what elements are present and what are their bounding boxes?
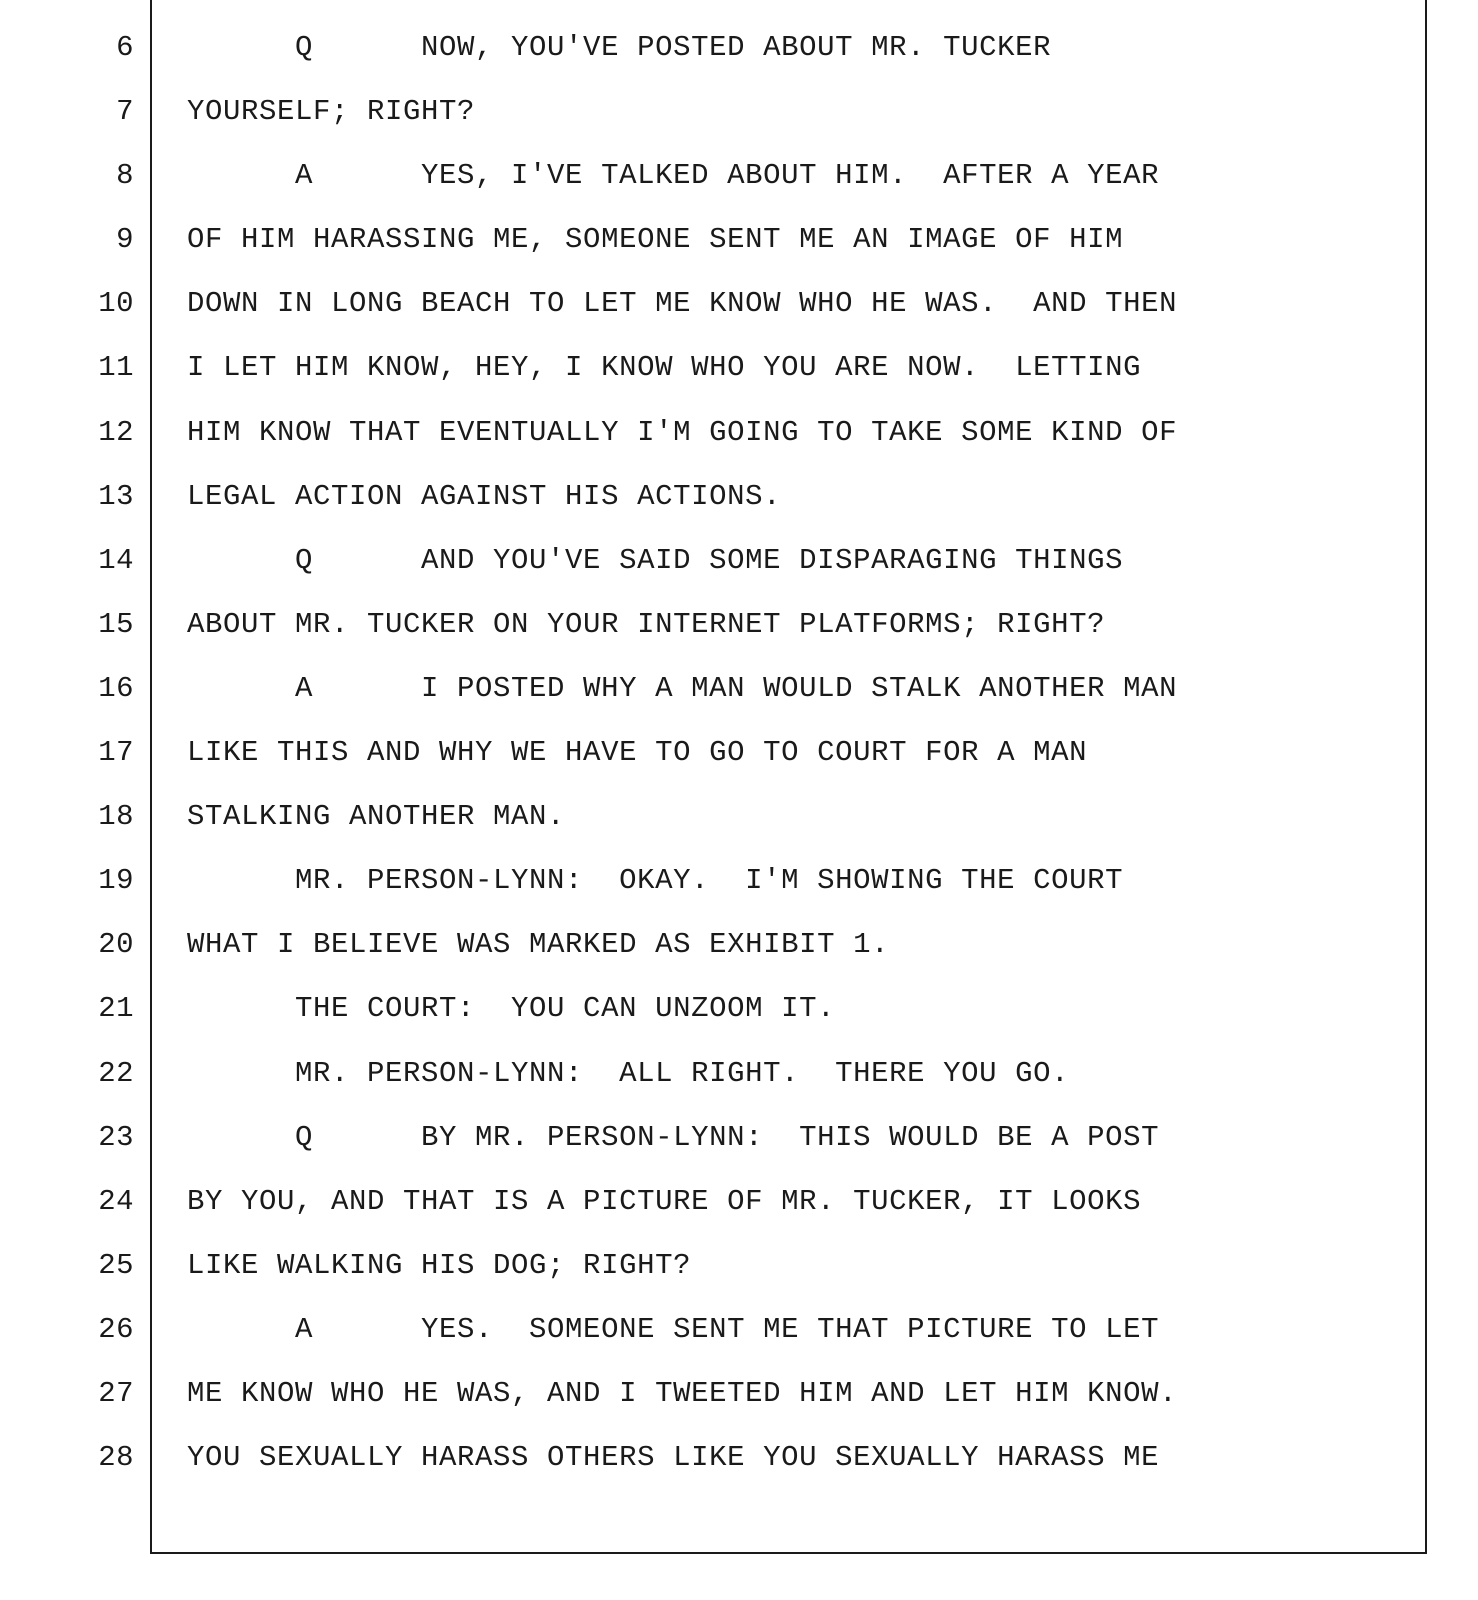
line-number: 14	[98, 543, 134, 577]
line-number: 7	[116, 95, 134, 129]
line-number: 21	[98, 992, 134, 1026]
line-number: 26	[98, 1312, 134, 1346]
transcript-line: YOURSELF; RIGHT?	[187, 95, 476, 129]
line-number-column	[60, 20, 134, 1494]
line-number: 13	[98, 479, 134, 513]
line-number: 28	[98, 1441, 134, 1475]
transcript-line: LIKE THIS AND WHY WE HAVE TO GO TO COURT FOR A MAN	[187, 736, 1088, 770]
transcript-line: A YES, I'VE TALKED ABOUT HIM. AFTER A YEAR	[187, 159, 1160, 193]
transcript-line: A I POSTED WHY A MAN WOULD STALK ANOTHER MAN	[187, 671, 1178, 705]
transcript-line: Q NOW, YOU'VE POSTED ABOUT MR. TUCKER	[187, 31, 1052, 64]
transcript-line: Q AND YOU'VE SAID SOME DISPARAGING THINGS	[187, 543, 1124, 577]
line-number: 19	[98, 864, 134, 898]
line-number: 11	[98, 351, 134, 385]
transcript-line: STALKING ANOTHER MAN.	[187, 800, 566, 834]
line-number: 18	[98, 800, 134, 834]
line-number: 8	[116, 159, 134, 193]
line-number: 6	[116, 31, 134, 64]
transcript-line: MR. PERSON-LYNN: ALL RIGHT. THERE YOU GO.	[187, 1056, 1070, 1090]
line-number: 23	[98, 1120, 134, 1154]
line-number: 17	[98, 736, 134, 770]
transcript-line: ME KNOW WHO HE WAS, AND I TWEETED HIM AND LET HIM KNOW.	[187, 1376, 1178, 1410]
transcript-line: BY YOU, AND THAT IS A PICTURE OF MR. TUCKER, IT LOOKS	[187, 1184, 1142, 1218]
transcript-line: I LET HIM KNOW, HEY, I KNOW WHO YOU ARE NOW. LETTING	[187, 351, 1142, 385]
transcript-line: YOU SEXUALLY HARASS OTHERS LIKE YOU SEXUALLY HARASS ME	[187, 1441, 1160, 1475]
transcript-line: MR. PERSON-LYNN: OKAY. I'M SHOWING THE COURT	[187, 864, 1124, 898]
line-number: 9	[116, 223, 134, 257]
line-number: 12	[98, 415, 134, 449]
line-number: 10	[98, 287, 134, 321]
transcript-line: ABOUT MR. TUCKER ON YOUR INTERNET PLATFORMS; RIGHT?	[187, 607, 1106, 641]
line-number: 25	[98, 1248, 134, 1282]
transcript-line: LEGAL ACTION AGAINST HIS ACTIONS.	[187, 479, 782, 513]
line-number: 27	[98, 1376, 134, 1410]
line-number: 16	[98, 671, 134, 705]
line-number: 22	[98, 1056, 134, 1090]
line-number: 20	[98, 928, 134, 962]
transcript-line: WHAT I BELIEVE WAS MARKED AS EXHIBIT 1.	[187, 928, 890, 962]
transcript-line: Q BY MR. PERSON-LYNN: THIS WOULD BE A POST	[187, 1120, 1160, 1154]
transcript-line: HIM KNOW THAT EVENTUALLY I'M GOING TO TAKE SOME KIND OF	[187, 415, 1178, 449]
transcript-line: OF HIM HARASSING ME, SOMEONE SENT ME AN IMAGE OF HIM	[187, 223, 1124, 257]
line-number: 15	[98, 607, 134, 641]
transcript-line: LIKE WALKING HIS DOG; RIGHT?	[187, 1248, 692, 1282]
line-number: 24	[98, 1184, 134, 1218]
transcript-line: DOWN IN LONG BEACH TO LET ME KNOW WHO HE WAS. AND THEN	[187, 287, 1178, 321]
transcript-line: THE COURT: YOU CAN UNZOOM IT.	[187, 992, 836, 1026]
transcript-text	[187, 20, 1407, 1494]
transcript-line: A YES. SOMEONE SENT ME THAT PICTURE TO LET	[187, 1312, 1160, 1346]
